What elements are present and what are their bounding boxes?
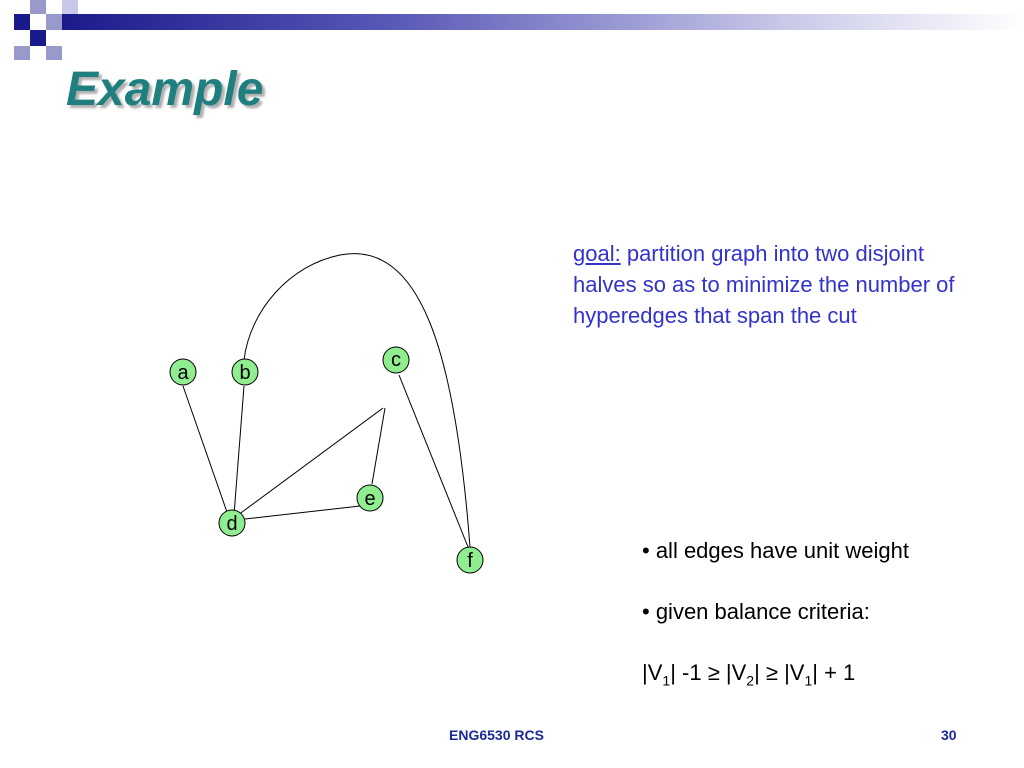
node-e	[357, 485, 383, 511]
edge-a-d	[183, 386, 228, 515]
graph-edges	[183, 254, 470, 547]
formula-part-3: | ≥ |V	[754, 660, 805, 685]
edge-d-e	[245, 506, 360, 519]
goal-body: partition graph into two disjoint halves so as to minimize the number of hyperedges that span the cut	[573, 241, 955, 328]
goal-description	[573, 238, 993, 331]
node-label-e: e	[364, 488, 376, 510]
node-label-f: f	[467, 550, 473, 572]
balance-formula	[642, 660, 855, 688]
formula-part-4: | + 1	[812, 660, 856, 685]
node-b	[232, 359, 258, 385]
node-label-b: b	[239, 362, 251, 384]
node-label-c: c	[391, 349, 401, 371]
node-c	[383, 347, 409, 373]
graph-nodes	[170, 347, 483, 573]
formula-part-1: |V	[642, 660, 663, 685]
bullet-balance-criteria: • given balance criteria:	[642, 599, 870, 624]
bullet-unit-weight: • all edges have unit weight	[642, 538, 909, 563]
formula-sub-1: 1	[662, 672, 671, 689]
node-label-d: d	[226, 513, 238, 535]
edge-c-f	[399, 375, 468, 547]
node-f	[457, 547, 483, 573]
node-a	[170, 359, 196, 385]
footer-page-number: 30	[941, 727, 957, 743]
formula-sub-3: 1	[804, 672, 813, 689]
edge-b-f	[244, 254, 470, 547]
footer-course: ENG6530 RCS	[449, 727, 544, 743]
slide-title: Example	[66, 63, 264, 116]
formula-part-2: | -1 ≥ |V	[670, 660, 747, 685]
goal-label: goal:	[573, 241, 621, 266]
node-label-a: a	[177, 362, 189, 384]
edge-c-e	[372, 408, 385, 484]
formula-sub-2: 2	[746, 672, 755, 689]
node-d	[219, 510, 245, 536]
edge-b-d	[234, 386, 244, 515]
